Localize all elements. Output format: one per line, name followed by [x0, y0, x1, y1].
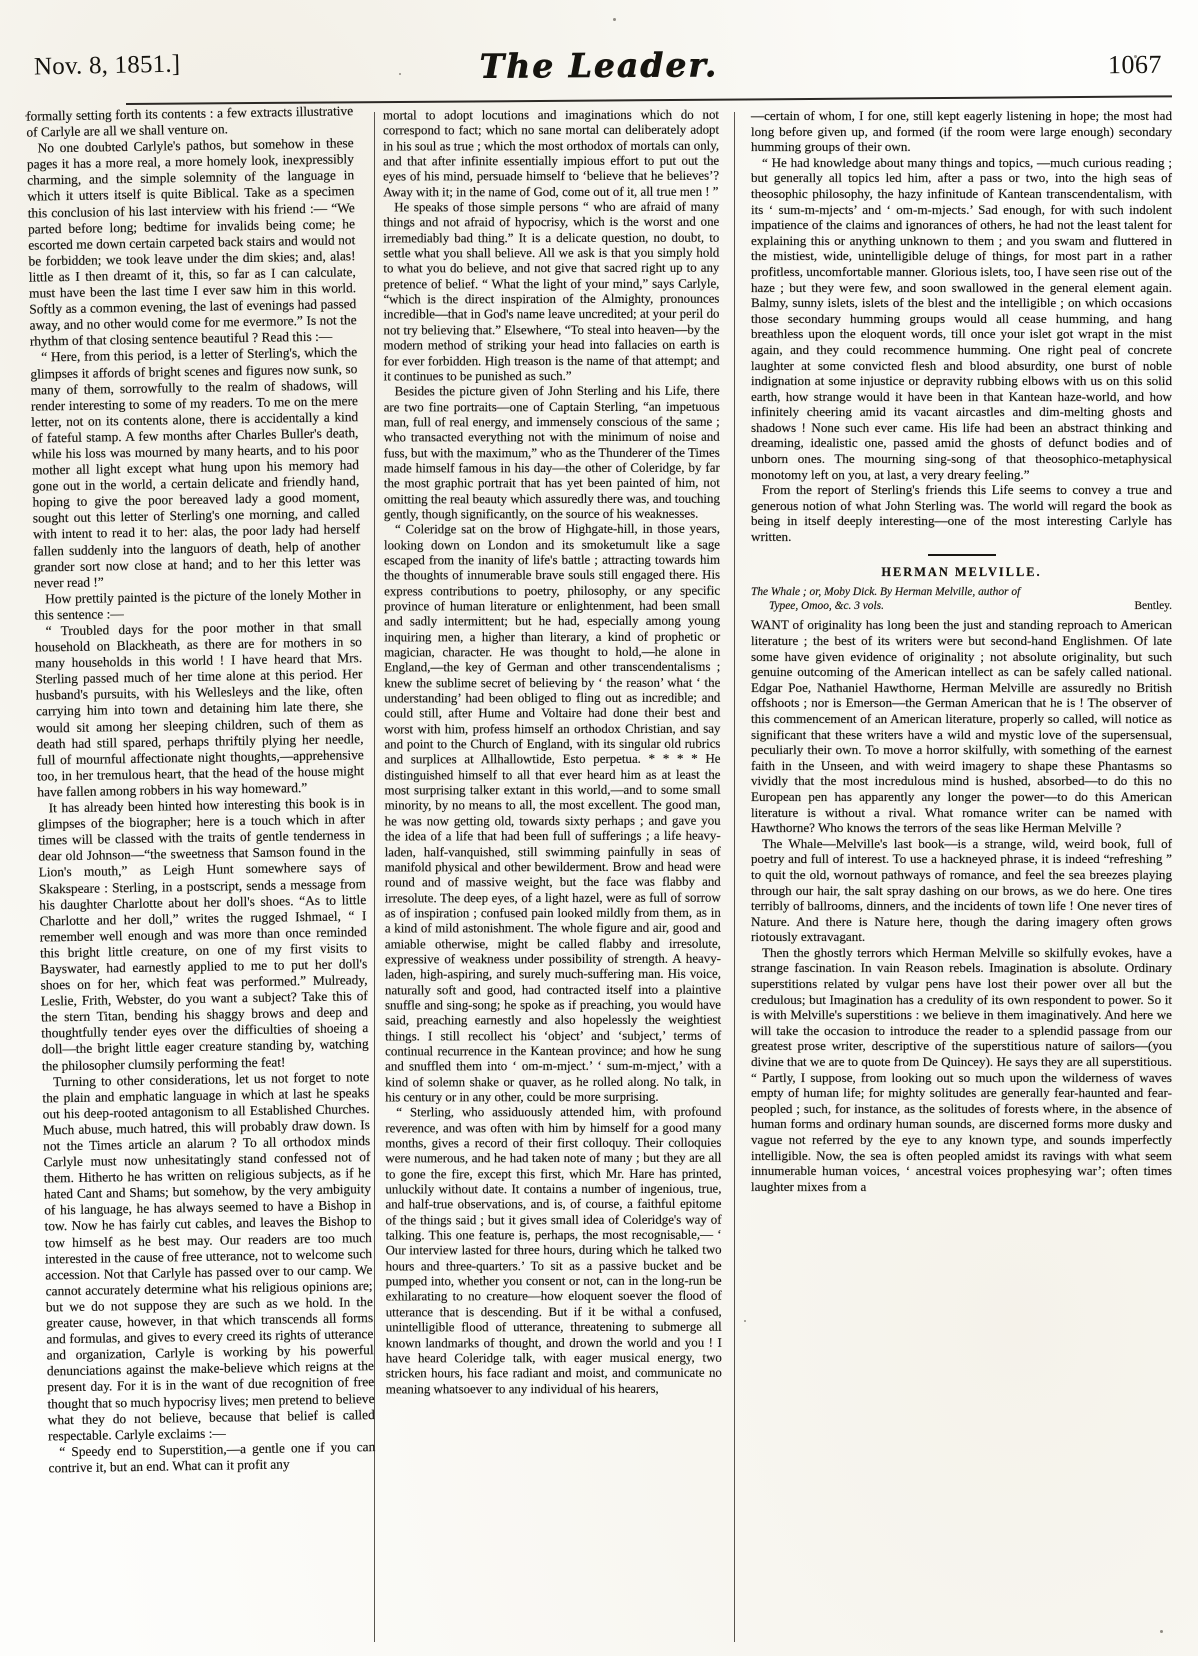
issue-date: Nov. 8, 1851.] — [33, 50, 181, 81]
masthead — [0, 44, 1198, 100]
publication-title-text: The Leader. — [479, 45, 719, 86]
paragraph: No one doubted Carlyle's pathos, but somehow in these pages it has a more real, a more homely look, inexpressibly charming, and the simple solemnity of the language in which it utters itself is quite Biblical. Take as a specimen this conclusion of his last interview with his friend :— “We parted before long; bedtime for invalids being come; he escorted me down certain carpeted back stairs and would not be forbidden; we took leave under the dim skies; and, alas! little as I then dreamt of it, this, so far as I can calculate, must have been the last time I ever saw him in this world. Softly as a common evening, the last of evenings had passed away, and no other would come for me evermore.” Is not the rhythm of that closing sentence beautiful ? Read this :— — [26, 135, 357, 349]
publisher-name: Bentley. — [1134, 599, 1172, 612]
paragraph: “ Speedy end to Superstition,—a gentle one if you can contrive it, but an end. What can it profit any — [48, 1438, 376, 1476]
page-number: 1067 — [1107, 49, 1163, 80]
byline-other-works: Typee, Omoo, &c. 3 vols. — [769, 599, 884, 612]
article-separator-rule — [928, 554, 996, 556]
article-headline: HERMAN MELVILLE. — [881, 564, 1042, 579]
paragraph: Besides the picture given of John Sterling and his Life, there are two fine portraits—one of Captain Sterling, “an impetuous man, full of real energy, and immensely conscious of the same ; who transacted everything not with the minimum of noise and fuss, but with the maximum,” who as the Thunderer of the Times made himself famous in his day—the other of Coleridge, by far the most graphic portrait that has yet been painted of him, not omitting the real beauty which assuredly there was, and touching gently, though significantly, on the source of his weaknesses. — [383, 383, 720, 522]
paper-speck — [613, 18, 616, 21]
column-one — [0, 103, 392, 1649]
byline-second-line — [751, 600, 1172, 614]
paragraph: mortal to adopt locutions and imaginations which do not correspond to fact; which no sane mortal can deliberately adopt in his soul as true ; which the most orthodox of mortals can only, and that after infinite essentially impious effort to put out the eyes of his mind, persuade himself to ‘believe that he believes’? Away with it; in the name of God, come out of it, all true men ! ” — [383, 107, 720, 200]
paragraph: formally setting forth its contents : a few extracts illustrative of Carlyle are all we shall venture on. — [26, 103, 354, 140]
column-three — [735, 108, 1198, 1646]
paragraph: WANT of originality has long been the just and standing reproach to American literature ; the best of its writers were but second-hand Englishmen. Of late some have given evidence of originality ; not absolute originality, but such genuine outcoming of the American intellect as can be safely called national. Edgar Poe, Nathaniel Hawthorne, Herman Melville are assuredly no British offshoots ; nor is Emerson—the German American that he is ! The observer of this commencement of an American literature, properly so called, will notice as significant that these writers have a wild and mystic love of the supersensual, peculiarly their own. To move a horror skilfully, with something of the earnest faith in the Unseen, and with weird imagery to shape these Phantasms so vividly that the most incredulous mind is hushed, absorbed—to do this no European pen has apparently any longer the power—to do this American literature is without a rival. What romance writer can be named with Hawthorne? Who knows the terrors of the seas like Herman Melville ? — [751, 617, 1172, 836]
paragraph: Turning to other considerations, let us not forget to note the plain and emphatic language in which at last he speaks out his deep-rooted antagonism to all Established Churches. Much abuse, much hatred, this will probably draw down. Is not the Times article an alarum ? To all orthodox minds Carlyle must now unhesitatingly stand confessed not of them. Hitherto he has written on religious subjects, as if he hated Cant and Shams; but somehow, by the very ambiguity of his language, he has always seemed to have a Bishop in tow. Now he has fairly cut cables, and leaves the Bishop to tow himself as he best may. Our readers are too much interested in the cause of free utterance, not to welcome such accession. Not that Carlyle has passed over to our camp. We cannot accurately determine what his religious opinions are; but we do not suppose they are such as we hold. In the greater cause, however, in that which transcends all forms and formulas, and gives to every creed its rights of utterance and organization, Carlyle is working by his powerful denunciations against the make-believe which reigns at the present day. For it is in the want of due recognition of free thought that so much hypocrisy lives; men pretend to believe what they do not believe, because that belief is called respectable. Carlyle exclaims :— — [42, 1068, 375, 1444]
columns-container — [0, 103, 1198, 1646]
paragraph: —certain of whom, I for one, still kept eagerly listening in hope; the most had long before given up, and formed (if the room were large enough) secondary humming groups of their own. — [751, 108, 1172, 155]
paragraph: It has already been hinted how interesting this book is in glimpses of the biographer; here is a touch which in after times will be classed with the traits of gentle tenderness in dear old Johnson—“the sweetness that Samson found in the Lion's mouth,” as Leigh Hunt somewhere says of Skakspeare : Sterling, in a postscript, sends a message from his daughter Charlotte about her doll's shoes. “As to little Charlotte and her doll,” writes the rugged Ishmael, “ I remember well enough and was more than once reminded this bright little creature, on one of my first visits to Bayswater, had earnestly applied to me to put her doll's shoes on for her, which feat was performed.” Mulready, Leslie, Frith, Webster, do you want a subject? Take this of the stern Titan, bending his shaggy brows and deep and thoughtfully tender eyes over the difficulties of shoeing a doll—the bright little eager creature standing by, watching the philosopher clumsily performing the feat! — [37, 795, 369, 1074]
column-two — [367, 108, 738, 1647]
paragraph: “ Troubled days for the poor mother in that small household on Blackheath, as there are for mothers in so many households in this world ! I have heard that Mrs. Sterling passed much of her time alone at this period. Her husband's pursuits, with his Wellesleys and the like, often carrying him into town and detaining him late there, she would sit among her sleeping children, such of them as death had still spared, perhaps thriftily plying her needle, full of mournful affectionate night thoughts,—apprehensive too, in her tremulous heart, that the head of the house might have fallen among robbers in his way homeward.” — [34, 618, 365, 800]
paragraph: “ Coleridge sat on the brow of Highgate-hill, in those years, looking down on London and its smoketumult like a sage escaped from the inanity of life's battle ; attracting towards him the thoughts of innumerable brave souls still engaged there. His express contributions to poetry, philosophy, or any specific province of human literature or enlightenment, had been small and sadly intermittent; but he had, especially among young inquiring men, a higher than literary, a kind of prophetic or magician, character. He was thought to hold,—he alone in England,—the key of German and other transcendentalisms ; knew the sublime secret of believing by ‘ the reason’ what ‘ the understanding’ had been obliged to fling out as incredible; and could still, after Hume and Voltaire had done their best and worst with him, profess himself an orthodox Christian, and say and point to the Church of England, with its singular old rubrics and surplices at Allhallowtide, Esto perpetua. * * * * He distinguished himself to all that ever heard him as at least the most surprising talker extant in this world,—and to some small minority, by no means to all, the most excellent. The good man, he was now getting old, towards sixty perhaps ; and gave you the idea of a life that had been full of sufferings ; a life heavy-laden, half-vanquished, still swimming painfully in seas of manifold physical and other bewilderment. Brow and head were round and of massive weight, but the face was flabby and irresolute. The deep eyes, of a light hazel, were as full of sorrow as of inspiration ; confused pain looked mildly from them, as in a kind of mild astonishment. The whole figure and air, good and amiable otherwise, might be called flabby and irresolute, expressive of weakness under possibility of strength. A heavy-laden, high-aspiring, and surely much-suffering man. His voice, naturally soft and good, had contracted itself into a plaintive snuffle and sing-song; he spoke as if preaching, you would have said, preaching earnestly and also hopelessly the weightiest things. I still recollect his ‘object’ and ‘subject,’ terms of continual recurrence in the Kantean province; and how he sung and snuffled them into ‘ om-m-mject.’ ‘ sum-m-mject,’ with a kind of solemn shake or quaver, as he rolled along. No talk, in his century or in any other, could be more surprising. — [383, 521, 722, 1105]
paragraph: From the report of Sterling's friends this Life seems to convey a true and generous notion of what John Sterling was. The world will regard the book as being in itself deeply interesting—one of the most interesting Carlyle has written. — [751, 482, 1172, 545]
paragraph: He speaks of those simple persons “ who are afraid of many things and not afraid of hypocrisy, which is the worst and one irremediably bad thing.” It is a delicate question, no doubt, to settle what you shall believe. All we ask is that you simply hold to what you do believe, and not give that sacred right up to any pretence of belief. “ What the light of your mind,” says Carlyle, “which is the direct inspiration of the Almighty, pronounces incredible—that in God's name leave uncredited; at your peril do not try believing that.” Elsewhere, “To steal into heaven—by the modern method of striking your head into fallacies on earth is for ever forbidden. High treason is the name of that attempt; and it continues to be punished as such.” — [383, 199, 720, 384]
byline-book-title: The Whale ; or, Moby Dick. By Herman Melville, author of — [751, 586, 1021, 599]
paragraph: “ Here, from this period, is a letter of Sterling's, which the glimpses it affords of bright scenes and figures now sunk, so many of them, sorrowfully to the realm of shadows, will render interesting to some of my readers. To me on the mere letter, not on its contents alone, there is accidentally a kind of fateful stamp. A few months after Charles Buller's death, while his loss was mourned by many hearts, and to his poor mother all light except what hung upon his memory had gone out in the world, a certain delicate and friendly hand, hoping to give the poor bereaved lady a good moment, sought out this letter of Sterling's one morning, and called with intent to read it to her: alas, the poor lady had herself fallen suddenly into the languors of death, help of another grander sort now close at hand; and to her this letter was never read !” — [30, 344, 361, 591]
paragraph: How prettily painted is the picture of the lonely Mother in this sentence :— — [34, 585, 362, 623]
paragraph: “ He had knowledge about many things and topics, —much curious reading ; but generally all topics led him, after a pass or two, into the high seas of theosophic philosophy, the hazy infinitude of Kantean transcendentalism, with its ‘ sum-m-mjects’ and ‘ om-m-mjects.’ Sad enough, for with such indolent impatience of the claims and ignorances of others, he had not the least talent for explaining this or anything unknown to them ; and you swam and fluttered in the mistiest, wide, unintelligible deluge of things, for most part in a rather profitless, uncomfortable manner. Glorious islets, too, I have seen rise out of the haze ; but they were few, and soon swallowed in the general element again. Balmy, sunny islets, islets of the blest and the intelligible ; on which occasions those secondary humming groups would all cease humming, and hang breathless upon the eloquent words, till once your islet got wrapt in the mist again, and they could recommence humming. One right peal of concrete laughter at some convicted flesh and blood absurdity, one burst of noble indignation at some injustice or depravity rubbing elbows with us on this solid earth, how strange would it have been in that Kantean haze-world, and how infinitely cheering amid its vacant aircastles and dim-melting ghosts and shadows ! None such ever came. His life had been an abstract thinking and dreaming, idealistic one, passed amid the ghosts of defunct bodies and of unborn ones. The mourning sing-song of that theosophico-metaphysical monotomy left on you, at last, a very dreary feeling.” — [751, 154, 1172, 482]
publication-title — [0, 42, 1198, 88]
paragraph: “ Sterling, who assiduously attended him, with profound reverence, and was often with him by himself for a good many months, gives a record of their first colloquy. Their colloquies were numerous, and he had taken note of many ; but they are all to gone the fire, except this first, which Mr. Hare has printed, unluckily without date. It contains a number of ingenious, true, and half-true observations, and is, of course, a faithful epitome of the things said ; but it gives small idea of Coleridge's way of talking. This one feature is, perhaps, the most recognisable,— ‘ Our interview lasted for three hours, during which he talked two hours and three-quarters.’ To sit as a passive bucket and be pumped into, whether you consent or not, can in the long-run be exhilarating to no creature—how eloquent soever the flood of utterance that is descending. But if it be withal a confused, unintelligible flood of utterance, threatening to submerge all known landmarks of thought, and drown the world and you ! I have heard Coleridge talk, with eager musical energy, two stricken hours, his face radiant and moist, and communicate no meaning whatsoever to any individual of his hearers, — [385, 1104, 722, 1396]
article-byline — [751, 586, 1172, 613]
paragraph: The Whale—Melville's last book—is a strange, wild, weird book, full of poetry and full of interest. To use a hackneyed phrase, it is indeed “refreshing ” to quit the old, wornout pathways of romance, and feel the sea breezes playing through our hair, the salt spray dashing on our brows, as we do here. One tires terribly of ballrooms, dinners, and the incidents of town life ! One never tires of Nature. And there is Nature here, though the daring imagery often grows riotously extravagant. — [751, 835, 1172, 945]
paragraph: Then the ghostly terrors which Herman Melville so skilfully evokes, have a strange fascination. In vain Reason rebels. Imagination is absolute. Ordinary superstitions related by vulgar pens have lost their power over all but the credulous; but Imagination has a credulity of its own respondent to power. So it is with Melville's superstitions : we believe in them imaginatively. And here we will take the occasion to introduce the reader to a splendid passage from our greatest prose writer, descriptive of the superstitious nature of sailors—(you divine that we are to quote from De Quincey). He says they are all superstitious. “ Partly, I suppose, from looking out so much upon the wilderness of waves empty of human life; for mighty solitudes are generally fear-haunted and fear-peopled ; such, for instance, as the solitudes of forests where, in the absence of human forms and ordinary human sounds, are discerned forms more dusky and vague not referred by the eye to any known type, and sounds imperfectly intelligible. Now, the sea is often peopled amidst its ravings with what seem innumerable human voices, ‘ ancestral voices prophesying war’; often times laughter mixes from a — [751, 944, 1172, 1194]
